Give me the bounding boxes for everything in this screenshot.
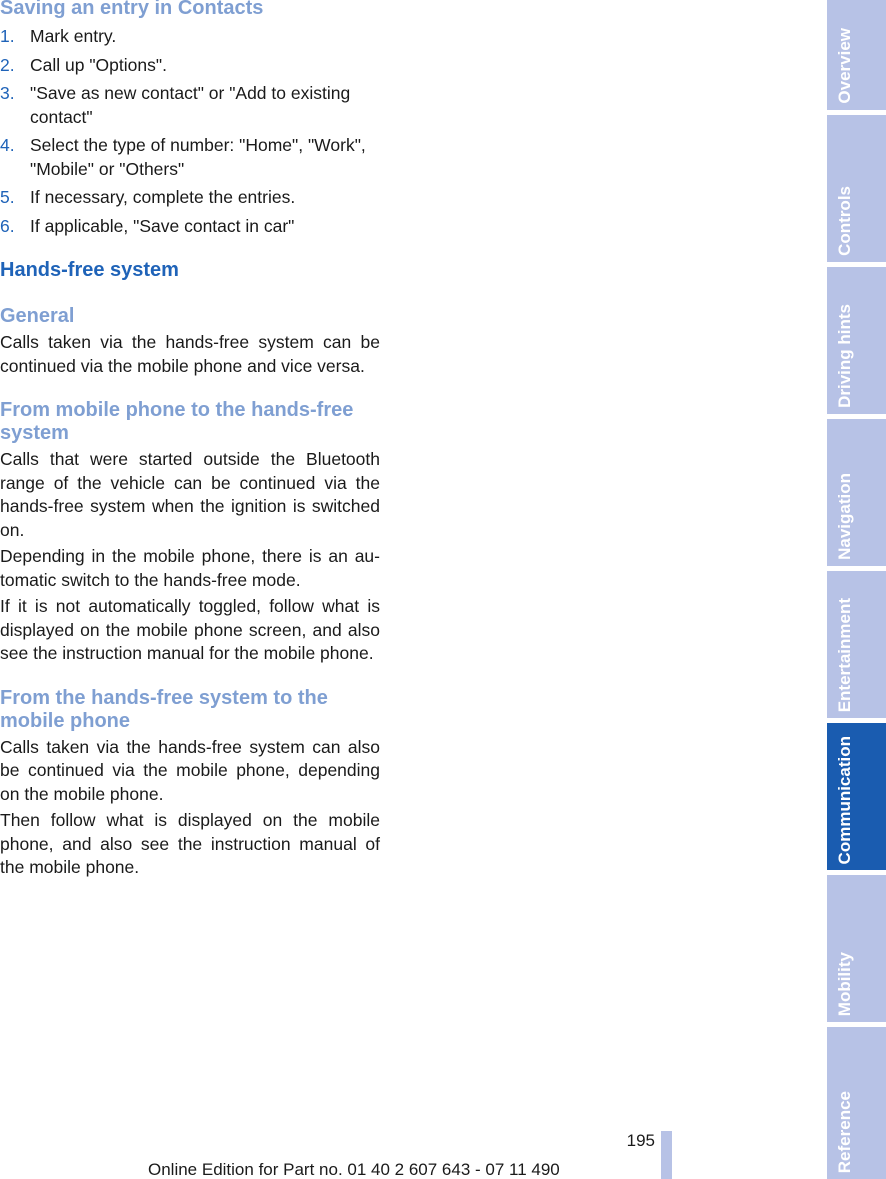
- step-number: 3.: [0, 83, 15, 103]
- tab-reference[interactable]: [827, 1027, 886, 1179]
- to-mobile-paragraph-1: Calls taken via the hands-free system can also be continued via the mobile phone, depending on the mobile phone.: [0, 736, 380, 804]
- tab-overview[interactable]: [827, 0, 886, 110]
- to-mobile-paragraph-2: Then follow what is displayed on the mobile phone, and also see the instruction manual of the mobile phone.: [0, 810, 380, 877]
- step-text: Select the type of number: "Home", "Work", "Mobile" or "Others": [30, 135, 366, 179]
- step-number: 6.: [0, 215, 15, 236]
- step-number: 1.: [0, 26, 15, 46]
- steps-list: [0, 25, 380, 238]
- tab-label: Overview: [835, 28, 854, 104]
- step-text: If necessary, complete the entries.: [30, 187, 296, 207]
- tab-label: Controls: [835, 186, 854, 256]
- step-item: [0, 186, 380, 210]
- step-number: 5.: [0, 187, 15, 207]
- step-number: 4.: [0, 135, 15, 155]
- footer-edition: Online Edition for Part no. 01 40 2 607 643 - 07 11 490: [148, 1160, 560, 1179]
- heading-hands-free-system: Hands-free system: [0, 259, 179, 281]
- heading-saving-entry: Saving an entry in Contacts: [0, 0, 264, 19]
- tab-label: Driving hints: [835, 304, 854, 408]
- tab-navigation[interactable]: [827, 419, 886, 566]
- step-item: [0, 134, 380, 181]
- step-item: [0, 215, 380, 239]
- tab-mobility[interactable]: [827, 875, 886, 1022]
- tab-label: Reference: [835, 1090, 854, 1173]
- tab-driving-hints[interactable]: [827, 267, 886, 414]
- tab-label: Mobility: [835, 951, 854, 1016]
- tab-label: Communication: [835, 735, 854, 864]
- from-mobile-paragraph-1: Calls that were started outside the Bluetooth range of the vehicle can be continued via the hands-free system when the ignition is switched on.: [0, 449, 380, 540]
- step-text: Mark entry.: [30, 26, 117, 46]
- general-paragraph: Calls taken via the hands-free system can be continued via the mobile phone and vice versa.: [0, 332, 380, 376]
- from-mobile-paragraph-3: If it is not automatically toggled, follow what is displayed on the mobile phone screen, and also see the instruction manual for the mobile phone.: [0, 596, 380, 663]
- page-marker-bar: [661, 1131, 672, 1179]
- tab-controls[interactable]: [827, 115, 886, 262]
- step-item: [0, 54, 380, 78]
- heading-handsfree-to-mobile: From the hands-free system to the mobile phone: [0, 686, 328, 732]
- from-mobile-paragraph-2: Depending in the mobile phone, there is an au-tomatic switch to the hands-free mode.: [0, 546, 380, 590]
- tab-label: Navigation: [835, 473, 854, 560]
- step-text: Call up "Options".: [30, 54, 167, 75]
- heading-mobile-to-handsfree: From mobile phone to the hands-free system: [0, 399, 354, 444]
- tab-entertainment[interactable]: [827, 571, 886, 718]
- step-text: "Save as new contact" or "Add to existing contact": [30, 83, 351, 127]
- step-item: [0, 25, 380, 49]
- page-number: 195: [626, 1131, 655, 1150]
- step-item: [0, 82, 380, 129]
- main-content: [0, 0, 380, 880]
- tab-communication[interactable]: [827, 723, 886, 870]
- tab-label: Entertainment: [835, 597, 854, 712]
- chapter-tabs: [827, 0, 886, 1179]
- step-number: 2.: [0, 54, 15, 75]
- heading-general: General: [0, 305, 75, 327]
- step-text: If applicable, "Save contact in car": [30, 215, 295, 236]
